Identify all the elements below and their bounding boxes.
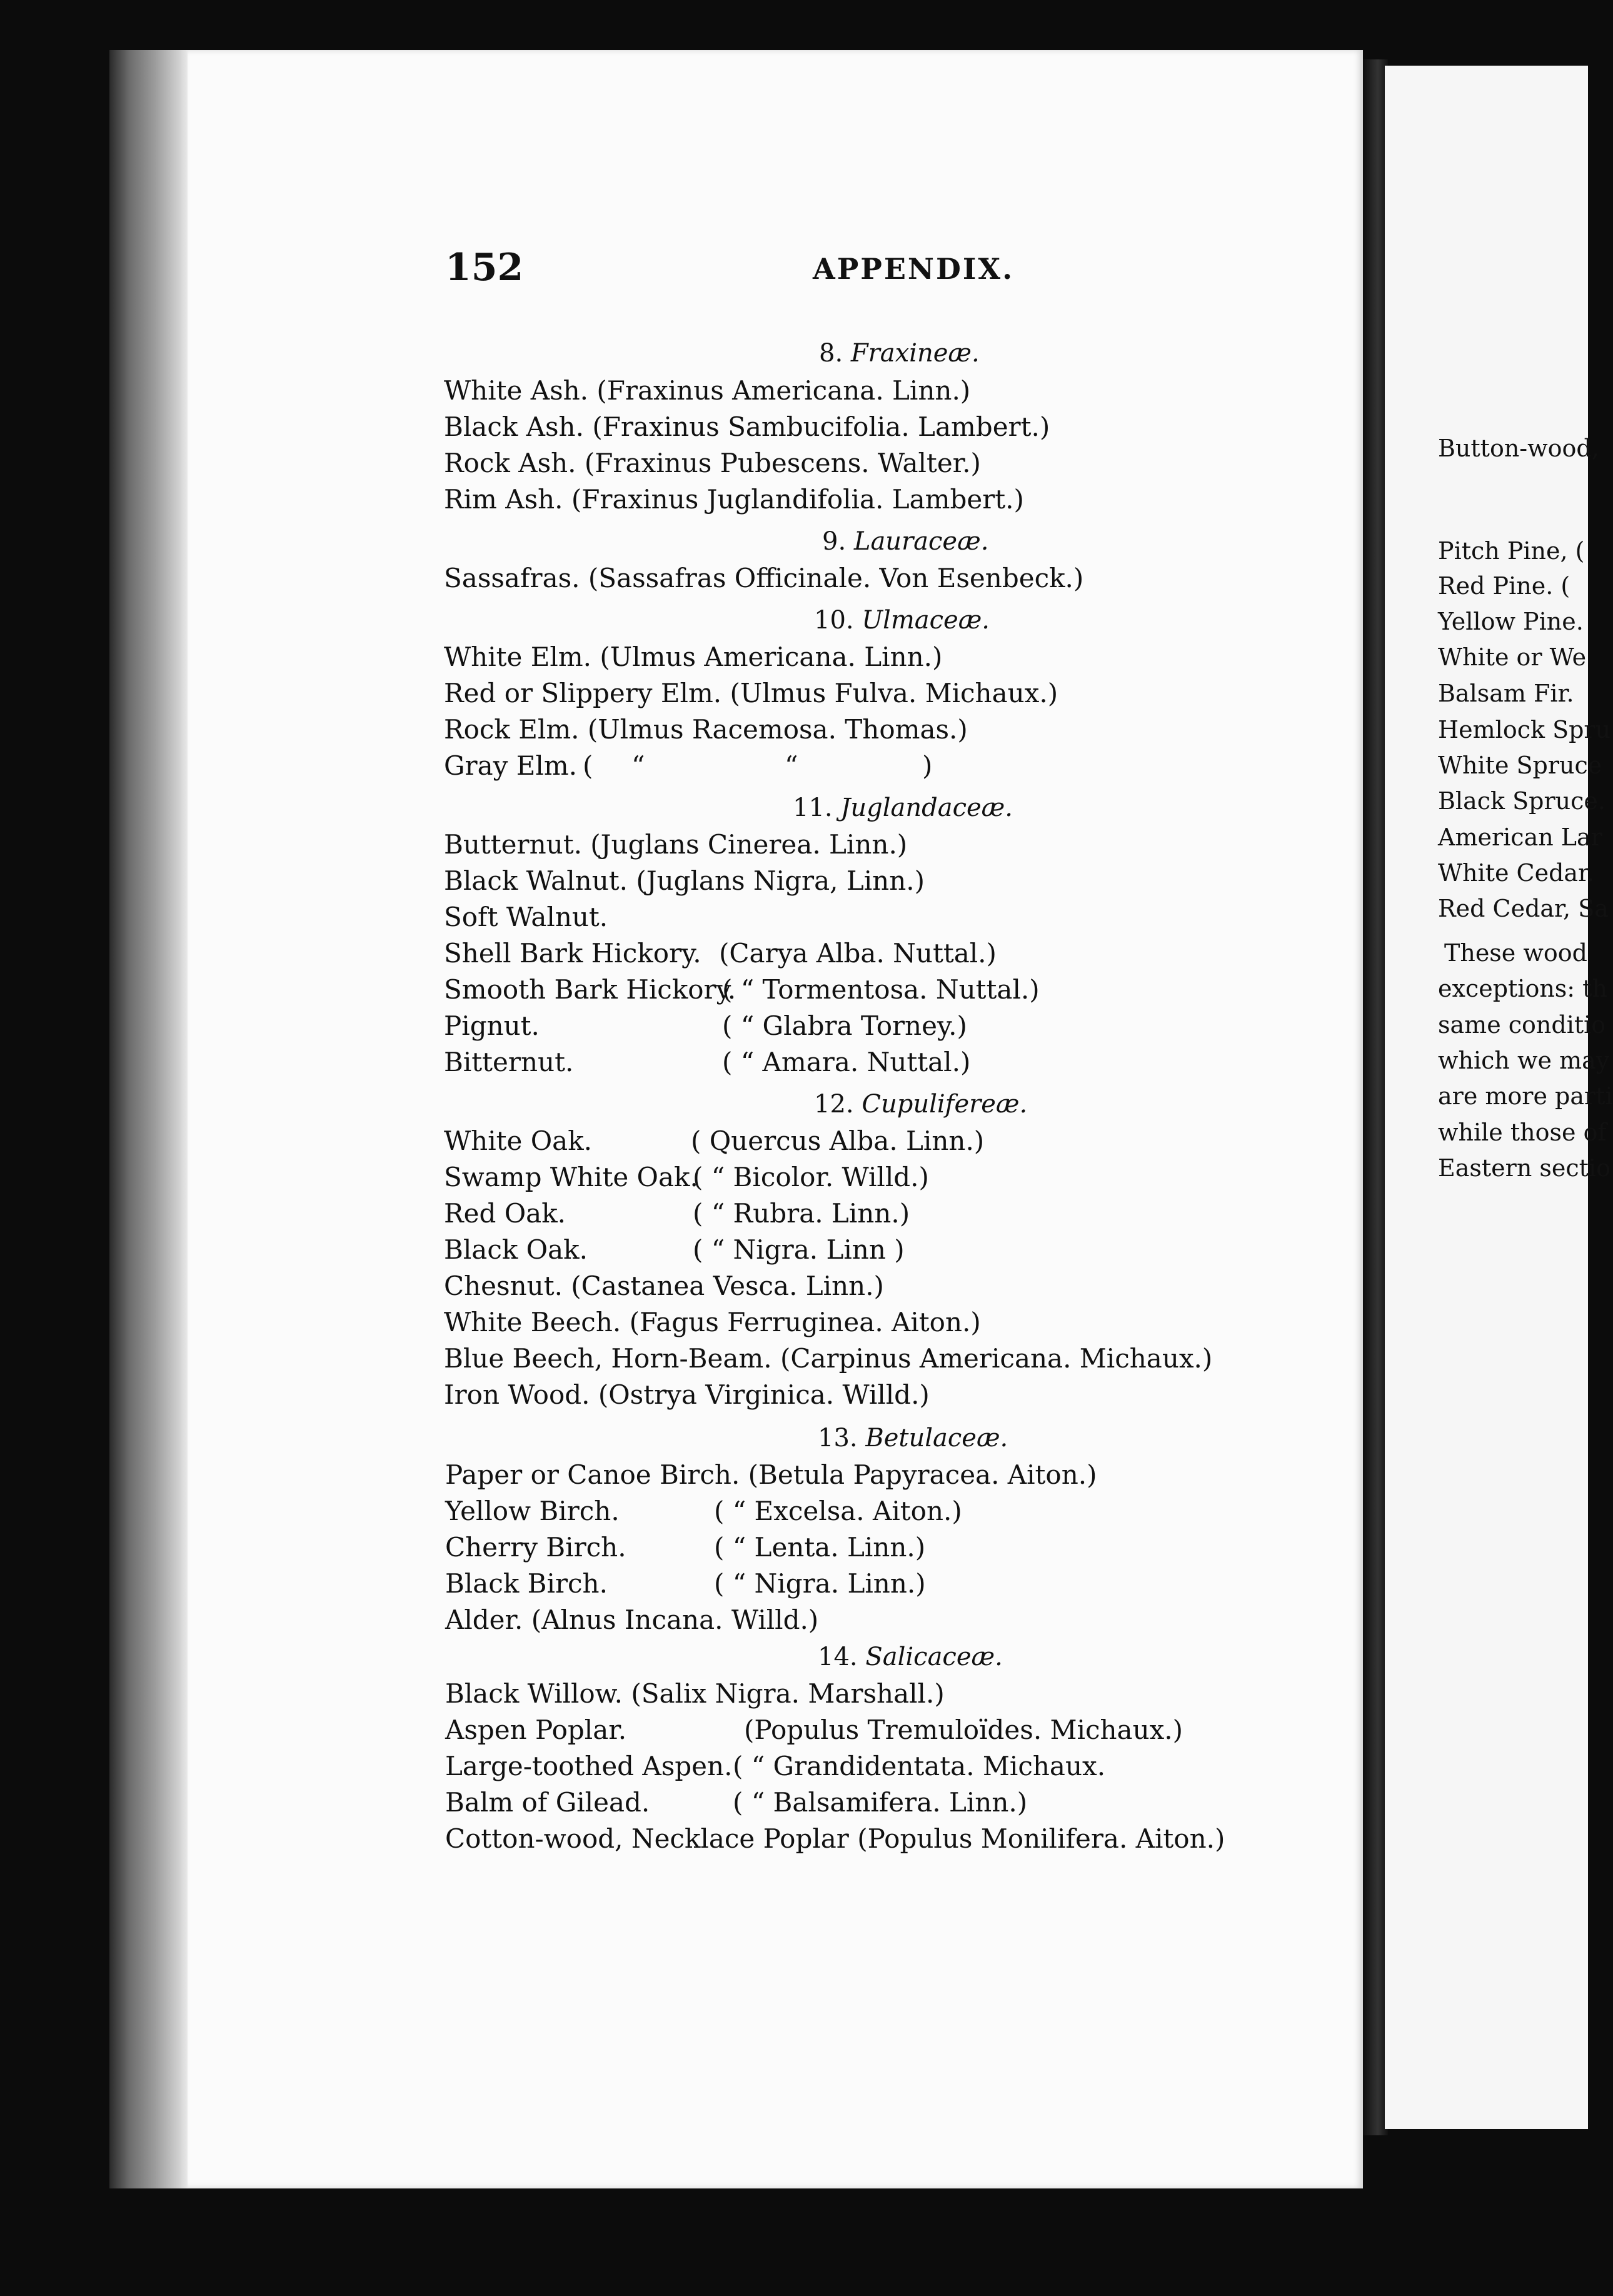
- list-item: Alder. (Alnus Incana. Willd.): [445, 1604, 819, 1635]
- list-item: Butternut. (Juglans Cinerea. Linn.): [444, 829, 908, 860]
- family-heading: 9. Lauraceæ.: [822, 527, 989, 556]
- family-heading: 10. Ulmaceæ.: [814, 606, 990, 635]
- right-page-line: Black Spruce.: [1438, 787, 1605, 815]
- list-item: Smooth Bark Hickory. ( “ Tormentosa. Nuttal.): [444, 974, 1040, 1005]
- book-gutter: [1363, 59, 1388, 2135]
- right-page-line: White or We: [1438, 643, 1587, 671]
- right-page-line: White Spruce: [1438, 752, 1602, 779]
- list-item: Large-toothed Aspen. ( “ Grandidentata. Michaux.: [445, 1751, 1106, 1781]
- right-page-line: White Cedar.: [1438, 859, 1595, 887]
- left-page: [188, 50, 1363, 2188]
- right-page-line: Pitch Pine, (: [1438, 537, 1585, 565]
- right-page-line: Yellow Pine.: [1438, 608, 1584, 635]
- family-heading: 12. Cupulifereæ.: [814, 1090, 1028, 1119]
- right-page-line: are more parti: [1438, 1082, 1613, 1110]
- page-number: 152: [445, 246, 524, 290]
- right-page-line: while those of: [1438, 1119, 1607, 1146]
- list-item: White Oak. ( Quercus Alba. Linn.): [444, 1125, 985, 1156]
- list-item: Blue Beech, Horn-Beam. (Carpinus Americana. Michaux.): [444, 1343, 1213, 1374]
- list-item: Black Oak. ( “ Nigra. Linn ): [444, 1234, 905, 1265]
- scan-border: [0, 2251, 1588, 2296]
- right-page-line: These wood: [1444, 939, 1587, 967]
- right-page-line: Eastern sectio: [1438, 1154, 1610, 1182]
- list-item: White Ash. (Fraxinus Americana. Linn.): [444, 375, 971, 406]
- list-item: White Beech. (Fagus Ferruginea. Aiton.): [444, 1307, 981, 1337]
- list-item: Black Walnut. (Juglans Nigra, Linn.): [444, 865, 925, 896]
- list-item: Cherry Birch. ( “ Lenta. Linn.): [445, 1532, 926, 1563]
- book-spine-edge: [109, 50, 191, 2188]
- list-item: Black Birch. ( “ Nigra. Linn.): [445, 1568, 926, 1599]
- right-page-line: Red Cedar, Sa: [1438, 895, 1609, 922]
- list-item: Balm of Gilead. ( “ Balsamifera. Linn.): [445, 1787, 1028, 1818]
- running-head: APPENDIX.: [813, 252, 1015, 286]
- list-item: Cotton-wood, Necklace Poplar (Populus Monilifera. Aiton.): [445, 1823, 1225, 1854]
- list-item: Black Ash. (Fraxinus Sambucifolia. Lambert.): [444, 411, 1050, 442]
- list-item: Bitternut. ( “ Amara. Nuttal.): [444, 1047, 971, 1077]
- list-item: Paper or Canoe Birch. (Betula Papyracea. Aiton.): [445, 1459, 1097, 1490]
- list-item: Iron Wood. (Ostrya Virginica. Willd.): [444, 1379, 930, 1410]
- right-page-line: Red Pine. (: [1438, 572, 1570, 600]
- family-heading: 11. Juglandaceæ.: [793, 793, 1013, 822]
- list-item: Pignut. ( “ Glabra Torney.): [444, 1010, 967, 1041]
- right-page-line: American Lar: [1438, 823, 1602, 851]
- list-item: Sassafras. (Sassafras Officinale. Von Esenbeck.): [444, 563, 1084, 593]
- right-page-line: which we may: [1438, 1047, 1610, 1074]
- list-item: Gray Elm. ( “ “ ): [444, 750, 933, 781]
- list-item: White Elm. (Ulmus Americana. Linn.): [444, 642, 943, 672]
- list-item: Red Oak. ( “ Rubra. Linn.): [444, 1198, 910, 1229]
- list-item: Rock Elm. (Ulmus Racemosa. Thomas.): [444, 714, 968, 745]
- right-page-line: exceptions: th: [1438, 975, 1607, 1002]
- right-page-line: same conditio: [1438, 1011, 1606, 1039]
- right-page-line: Balsam Fir.: [1438, 680, 1574, 707]
- list-item: Red or Slippery Elm. (Ulmus Fulva. Michaux.): [444, 678, 1058, 708]
- right-page-line: Hemlock Spru: [1438, 716, 1611, 743]
- family-heading: 14. Salicaceæ.: [818, 1643, 1003, 1671]
- family-heading: 8. Fraxineæ.: [819, 339, 980, 368]
- list-item: Rim Ash. (Fraxinus Juglandifolia. Lambert.): [444, 484, 1024, 515]
- list-item: Soft Walnut.: [444, 902, 608, 932]
- right-page-line: Button-wood,: [1438, 435, 1599, 462]
- family-heading: 13. Betulaceæ.: [818, 1424, 1008, 1453]
- list-item: Swamp White Oak. ( “ Bicolor. Willd.): [444, 1162, 929, 1192]
- list-item: Rock Ash. (Fraxinus Pubescens. Walter.): [444, 448, 981, 478]
- list-item: Black Willow. (Salix Nigra. Marshall.): [445, 1678, 945, 1709]
- list-item: Yellow Birch. ( “ Excelsa. Aiton.): [445, 1496, 962, 1526]
- list-item: Chesnut. (Castanea Vesca. Linn.): [444, 1271, 884, 1301]
- list-item: Shell Bark Hickory. (Carya Alba. Nuttal.): [444, 938, 997, 969]
- list-item: Aspen Poplar. (Populus Tremuloïdes. Michaux.): [445, 1714, 1183, 1745]
